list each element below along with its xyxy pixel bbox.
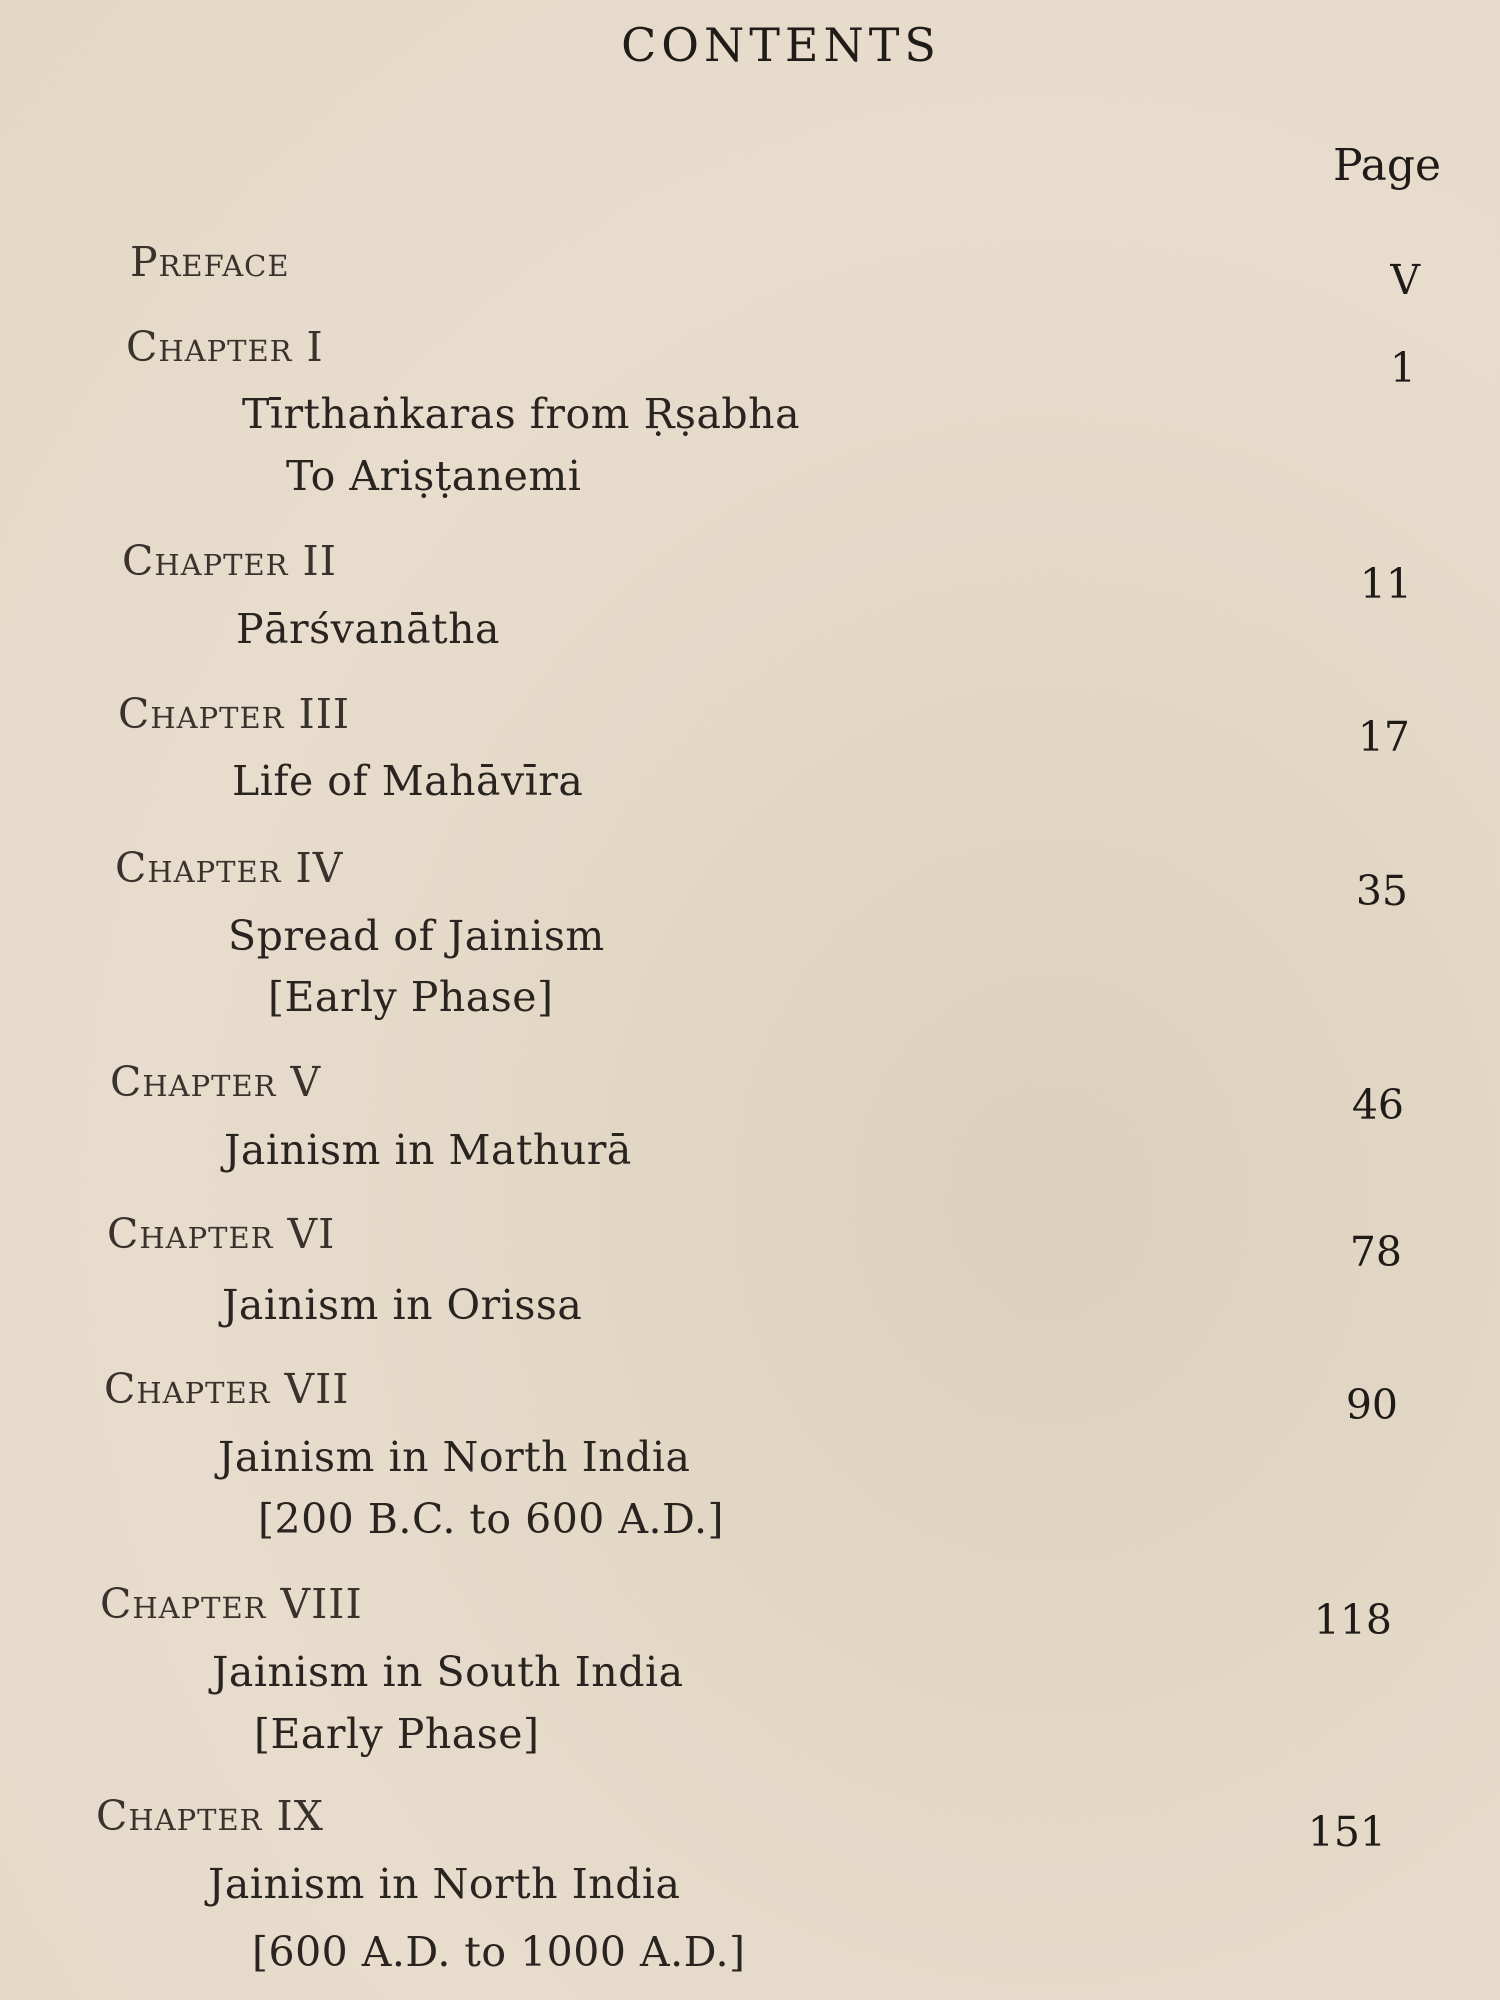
toc-page-chapter-3: 17 [1357,713,1410,761]
toc-page-chapter-6: 78 [1349,1228,1402,1276]
toc-label-chapter-9: Chapter IX [96,1792,324,1840]
toc-title-chapter-2-line-1: Pārśvanātha [236,605,500,653]
toc-title-chapter-7-line-1: Jainism in North India [218,1433,691,1481]
toc-label-chapter-5: Chapter V [110,1058,322,1106]
toc-title-chapter-6-line-1: Jainism in Orissa [222,1281,583,1329]
toc-label-chapter-3: Chapter III [118,690,351,738]
toc-title-chapter-3-line-1: Life of Mahāvīra [232,757,584,805]
toc-title-chapter-1-line-2: To Ariṣṭanemi [286,452,582,500]
toc-title-chapter-8-line-2: [Early Phase] [254,1710,540,1758]
toc-title-chapter-4-line-2: [Early Phase] [268,973,554,1021]
toc-label-chapter-6: Chapter VI [107,1210,336,1258]
toc-title-chapter-5-line-1: Jainism in Mathurā [224,1126,632,1174]
toc-label-chapter-1: Chapter I [126,323,324,371]
toc-label-chapter-2: Chapter II [122,537,337,585]
toc-page-chapter-7: 90 [1345,1381,1398,1429]
toc-page-chapter-9: 151 [1307,1808,1386,1856]
toc-page-chapter-5: 46 [1351,1081,1404,1129]
toc-label-chapter-4: Chapter IV [115,844,344,892]
toc-title-chapter-7-line-2: [200 B.C. to 600 A.D.] [258,1495,724,1543]
toc-title-chapter-9-line-2: [600 A.D. to 1000 A.D.] [252,1928,746,1976]
toc-page-chapter-2: 11 [1359,560,1412,608]
toc-page-chapter-8: 118 [1313,1596,1392,1644]
toc-page-chapter-1: 1 [1389,344,1416,392]
page-title: CONTENTS [621,18,941,72]
toc-page-preface: V [1390,256,1420,304]
page-column-heading: Page [1333,140,1442,191]
toc-title-chapter-1-line-1: Tīrthaṅkaras from Ṛṣabha [242,390,801,438]
toc-title-chapter-8-line-1: Jainism in South India [212,1648,684,1696]
toc-label-preface: Preface [130,238,290,286]
toc-page-chapter-4: 35 [1355,867,1408,915]
toc-label-chapter-8: Chapter VIII [100,1580,363,1628]
toc-title-chapter-9-line-1: Jainism in North India [208,1860,681,1908]
toc-label-chapter-7: Chapter VII [104,1365,350,1413]
toc-title-chapter-4-line-1: Spread of Jainism [228,912,605,960]
